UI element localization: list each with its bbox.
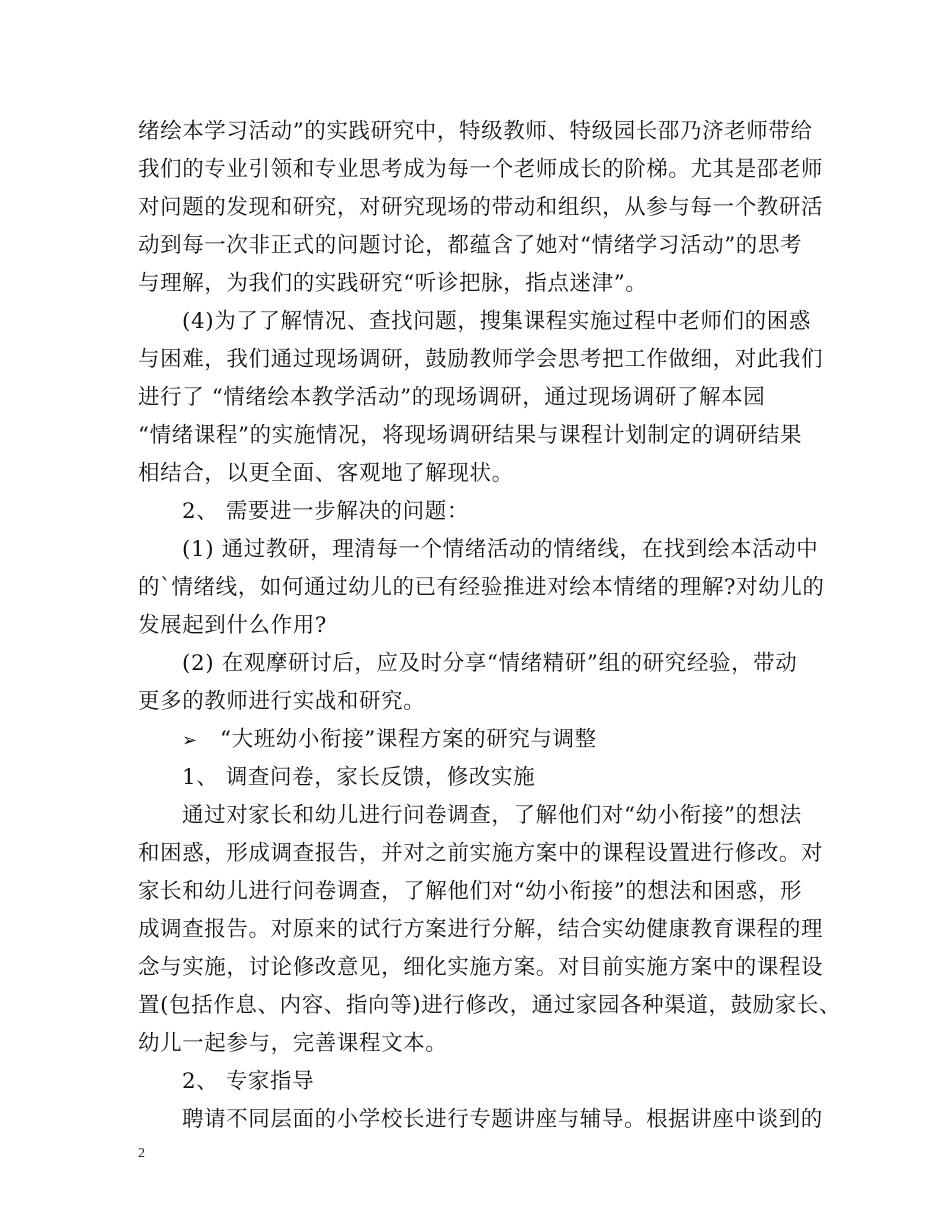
- text-line: 幼儿一起参与，完善课程文本。: [138, 1031, 448, 1056]
- text-line: 我们的专业引领和专业思考成为每一个老师成长的阶梯。尤其是邵老师: [138, 157, 824, 182]
- text-line: 的`情绪线，如何通过幼儿的已有经验推进对绘本情绪的理解?对幼儿的: [138, 575, 825, 600]
- text-line: 家长和幼儿进行问卷调查，了解他们对“幼小衔接”的想法和困惑，形: [138, 879, 803, 904]
- text-line: 念与实施，讨论修改意见，细化实施方案。对目前实施方案中的课程设: [138, 955, 824, 980]
- text-line: 成调查报告。对原来的试行方案进行分解，结合实幼健康教育课程的理: [138, 917, 824, 942]
- page-number: 2: [138, 1146, 145, 1161]
- text-line: 发展起到什么作用?: [138, 613, 327, 638]
- text-line: 动到每一次非正式的问题讨论，都蕴含了她对“情绪学习活动”的思考: [138, 233, 803, 258]
- text-line: “情绪课程”的实施情况，将现场调研结果与课程计划制定的调研结果: [138, 423, 803, 448]
- section-heading: 1、 调查问卷，家长反馈，修改实施: [182, 765, 536, 790]
- paragraph-start-line: 通过对家长和幼儿进行问卷调查，了解他们对“幼小衔接”的想法: [182, 803, 802, 828]
- arrow-bullet-icon: ➢: [182, 730, 198, 751]
- text-line: 更多的教师进行实战和研究。: [138, 689, 426, 714]
- text-line: 与困难，我们通过现场调研，鼓励教师学会思考把工作做细，对此我们: [138, 347, 824, 372]
- paragraph-start-line: (4)为了了解情况、查找问题，搜集课程实施过程中老师们的困惑: [182, 309, 811, 334]
- text-line: 和困惑，形成调查报告，并对之前实施方案中的课程设置进行修改。对: [138, 841, 824, 866]
- text-line: 进行了 “情绪绘本教学活动”的现场调研，通过现场调研了解本园: [138, 385, 766, 410]
- text-line: 相结合，以更全面、客观地了解现状。: [138, 461, 514, 486]
- text-line: 与理解，为我们的实践研究“听诊把脉，指点迷津”。: [138, 271, 648, 296]
- section-heading: 2、 专家指导: [182, 1069, 315, 1094]
- bullet-heading-text: “大班幼小衔接”课程方案的研究与调整: [220, 727, 597, 752]
- bullet-heading: [182, 721, 597, 760]
- paragraph-start-line: 聘请不同层面的小学校长进行专题讲座与辅导。根据讲座中谈到的: [182, 1107, 823, 1132]
- paragraph-start-line: (1) 通过教研，理清每一个情绪活动的情绪线，在找到绘本活动中: [182, 537, 819, 562]
- paragraph-start-line: (2) 在观摩研讨后，应及时分享“情绪精研”组的研究经验，带动: [182, 651, 798, 676]
- text-line: 绪绘本学习活动”的实践研究中，特级教师、特级园长邵乃济老师带给: [138, 119, 813, 144]
- text-line: 对问题的发现和研究，对研究现场的带动和组织，从参与每一个教研活: [138, 195, 824, 220]
- text-line: 置(包括作息、内容、指向等)进行修改，通过家园各种渠道，鼓励家长、: [138, 993, 842, 1018]
- section-heading: 2、 需要进一步解决的问题：: [182, 499, 469, 524]
